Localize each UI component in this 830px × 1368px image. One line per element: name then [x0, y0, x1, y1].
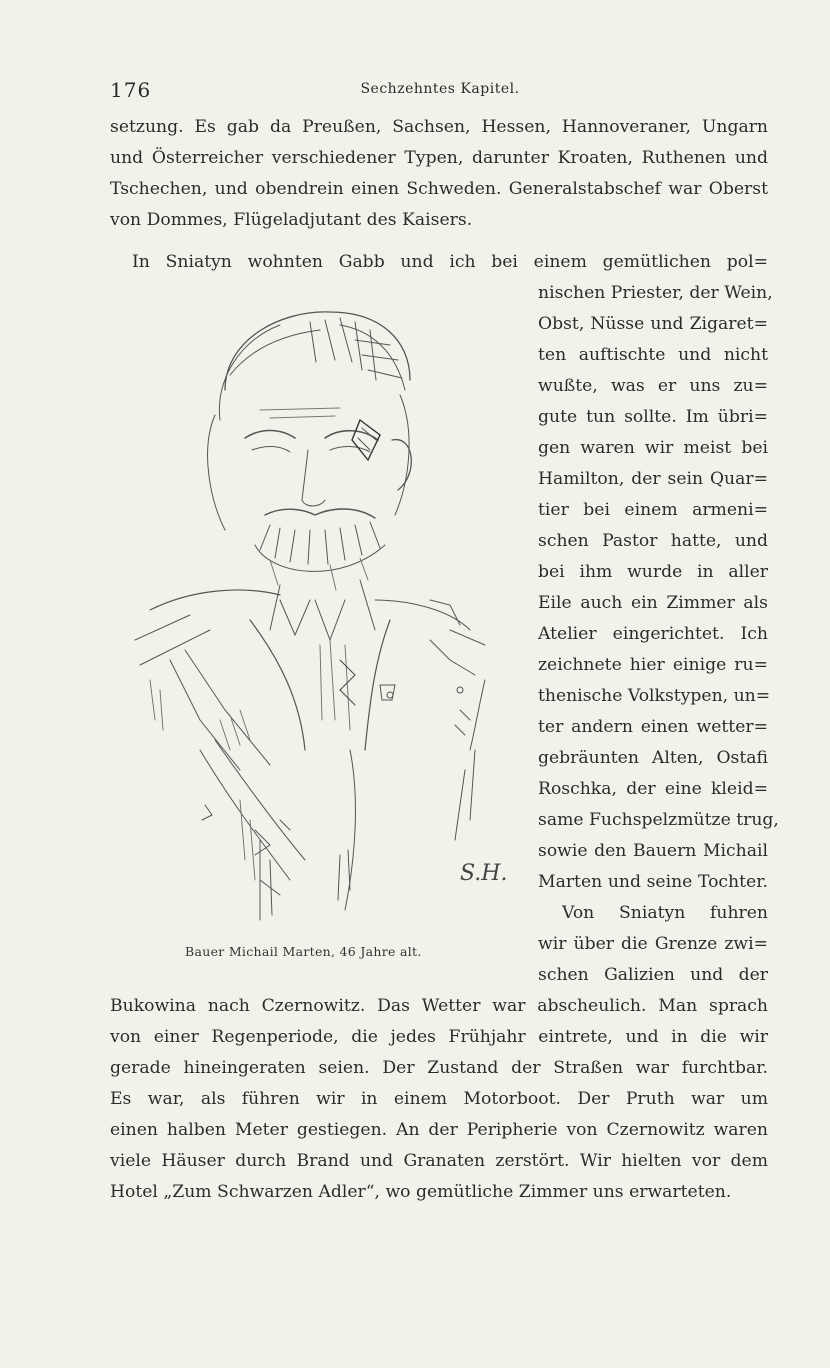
text-line: zeichnete hier einige ru=: [538, 655, 768, 675]
text-line: von einer Regenperiode, die jedes Frühjahr eintrete, und in die wir: [110, 1027, 768, 1047]
running-title: Sechzehntes Kapitel.: [360, 81, 520, 97]
text-line: Hotel „Zum Schwarzen Adler“, wo gemütliche Zimmer uns erwarteten.: [110, 1182, 732, 1202]
text-line: ten auftischte und nicht: [538, 345, 768, 365]
text-line: Obst, Nüsse und Zigaret=: [538, 314, 768, 334]
text-line: Tschechen, und obendrein einen Schweden. Generalstabschef war Oberst: [110, 179, 768, 199]
text-line: gen waren wir meist bei: [538, 438, 768, 458]
text-line: thenische Volkstypen, un=: [538, 686, 771, 706]
text-line: Marten und seine Tochter.: [538, 872, 768, 892]
text-line: setzung. Es gab da Preußen, Sachsen, Hessen, Hannoveraner, Ungarn: [110, 117, 768, 137]
text-line: Atelier eingerichtet. Ich: [538, 624, 768, 644]
text-line: Bukowina nach Czernowitz. Das Wetter war abscheulich. Man sprach: [110, 996, 768, 1016]
text-line: gebräunten Alten, Ostafi: [538, 748, 768, 768]
text-line: Es war, als führen wir in einem Motorboot. Der Pruth war um: [110, 1089, 768, 1109]
text-line: schen Galizien und der: [538, 965, 768, 985]
page-number: 176: [110, 78, 152, 102]
page-header: [110, 78, 770, 106]
text-line: Hamilton, der sein Quar=: [538, 469, 768, 489]
text-line: wußte, was er uns zu=: [538, 376, 768, 396]
text-line: same Fuchspelzmütze trug,: [538, 810, 779, 830]
text-line: gute tun sollte. Im übri=: [538, 407, 768, 427]
text-line: tier bei einem armeni=: [538, 500, 768, 520]
text-line: bei ihm wurde in aller: [538, 562, 768, 582]
text-line: sowie den Bauern Michail: [538, 841, 768, 861]
text-line: In Sniatyn wohnten Gabb und ich bei einem gemütlichen pol=: [132, 252, 768, 272]
text-line: Von Sniatyn fuhren: [562, 903, 768, 923]
text-line: ter andern einen wetter=: [538, 717, 768, 737]
text-line: wir über die Grenze zwi=: [538, 934, 768, 954]
text-line: einen halben Meter gestiegen. An der Peripherie von Czernowitz waren: [110, 1120, 768, 1140]
artist-signature: S.H.: [460, 861, 508, 886]
text-line: und Österreicher verschiedener Typen, darunter Kroaten, Ruthenen und: [110, 148, 768, 168]
figure-caption: Bauer Michail Marten, 46 Jahre alt.: [185, 944, 422, 959]
text-line: viele Häuser durch Brand und Granaten zerstört. Wir hielten vor dem: [110, 1151, 768, 1171]
text-line: Roschka, der eine kleid=: [538, 779, 768, 799]
text-line: schen Pastor hatte, und: [538, 531, 768, 551]
text-line: Eile auch ein Zimmer als: [538, 593, 768, 613]
text-line: nischen Priester, der Wein,: [538, 283, 773, 303]
portrait-sketch: [130, 300, 530, 940]
text-line: von Dommes, Flügeladjutant des Kaisers.: [110, 210, 473, 230]
text-line: gerade hineingeraten seien. Der Zustand der Straßen war furchtbar.: [110, 1058, 768, 1078]
